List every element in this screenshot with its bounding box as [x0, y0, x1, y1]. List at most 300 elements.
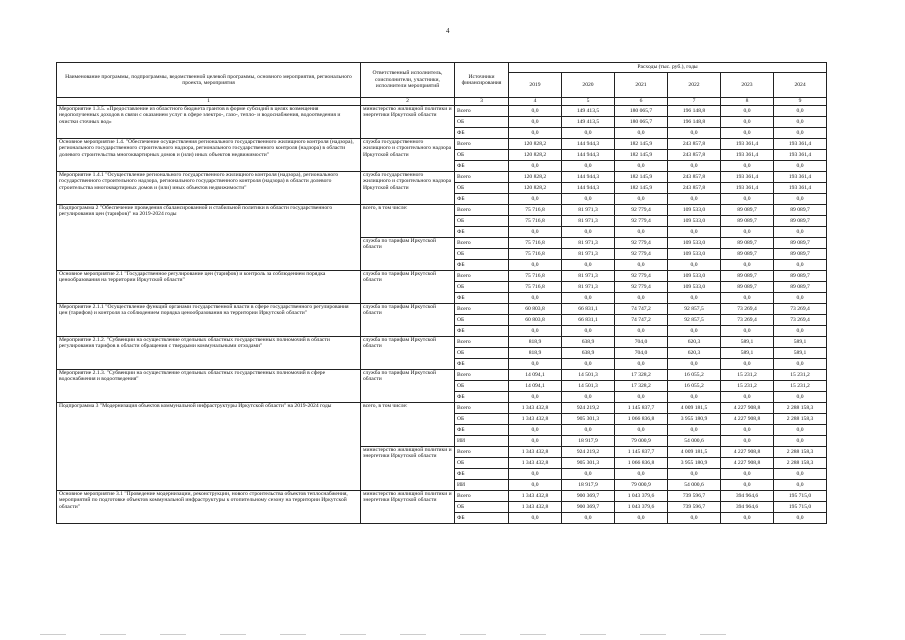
expense-value: 1 343 432,8	[509, 403, 562, 414]
expense-value: 193 361,4	[774, 150, 827, 161]
expense-value: 0,0	[615, 194, 668, 205]
funding-source: ФБ	[455, 161, 509, 172]
expense-value: 81 971,3	[562, 271, 615, 282]
expense-value: 0,0	[774, 480, 827, 491]
funding-source: ФБ	[455, 469, 509, 480]
expense-value: 0,0	[509, 106, 562, 117]
expense-value: 0,0	[562, 161, 615, 172]
table-row	[57, 271, 827, 282]
expense-value: 0,0	[562, 293, 615, 304]
expense-value: 193 361,4	[774, 183, 827, 194]
expense-value: 0,0	[774, 326, 827, 337]
expense-value: 73 269,4	[774, 304, 827, 315]
header-year: 2023	[721, 73, 774, 98]
expense-value: 0,0	[509, 513, 562, 524]
expense-value: 818,9	[509, 337, 562, 348]
expense-value: 0,0	[721, 480, 774, 491]
funding-source: ОБ	[455, 348, 509, 359]
expense-value: 193 361,4	[774, 172, 827, 183]
expense-value: 0,0	[721, 436, 774, 447]
expense-value: 589,1	[721, 337, 774, 348]
column-number: 1	[57, 98, 361, 106]
item-name: Основное мероприятие 2.1 "Государственное регулирование цен (тарифов) и контроль за соблюдением порядка ценообразования на территории Иркутской области"	[57, 271, 361, 304]
expense-value: 589,1	[774, 348, 827, 359]
item-name: Подпрограмма 2 "Обеспечение проведения сбалансированной и стабильной политики в области государственного регулирования цен (тарифов)" на 2019-2024 годы	[57, 205, 361, 271]
expense-value: 75 716,8	[509, 205, 562, 216]
funding-source: ФБ	[455, 260, 509, 271]
table-row	[57, 403, 827, 414]
expense-value: 1 145 837,7	[615, 403, 668, 414]
expense-value: 0,0	[615, 425, 668, 436]
funding-source: Всего	[455, 370, 509, 381]
expense-value: 1 343 432,8	[509, 414, 562, 425]
item-responsible: всего, в том числе:	[361, 205, 455, 238]
funding-source: ИИ	[455, 436, 509, 447]
funding-source: ОБ	[455, 381, 509, 392]
expense-value: 0,0	[774, 392, 827, 403]
expense-value: 2 288 158,3	[774, 447, 827, 458]
expense-value: 81 971,3	[562, 216, 615, 227]
expense-value: 0,0	[668, 293, 721, 304]
expense-value: 0,0	[668, 469, 721, 480]
expense-value: 0,0	[509, 293, 562, 304]
expense-value: 2 288 158,3	[774, 414, 827, 425]
table-row	[57, 337, 827, 348]
expense-value: 0,0	[774, 161, 827, 172]
expense-value: 704,0	[615, 348, 668, 359]
funding-source: ФБ	[455, 128, 509, 139]
expense-value: 0,0	[668, 161, 721, 172]
expense-value: 0,0	[509, 128, 562, 139]
expense-value: 0,0	[668, 513, 721, 524]
funding-source: Всего	[455, 304, 509, 315]
expense-value: 243 857,8	[668, 172, 721, 183]
expense-value: 0,0	[509, 227, 562, 238]
expense-value: 81 971,3	[562, 205, 615, 216]
expense-value: 0,0	[774, 194, 827, 205]
expense-value: 1 145 837,7	[615, 447, 668, 458]
expense-value: 149 413,5	[562, 106, 615, 117]
expense-value: 89 089,7	[774, 282, 827, 293]
item-responsible: всего, в том числе:	[361, 403, 455, 447]
expense-value: 0,0	[774, 117, 827, 128]
expense-value: 704,0	[615, 337, 668, 348]
expense-value: 0,0	[615, 293, 668, 304]
funding-source: Всего	[455, 139, 509, 150]
expense-value: 182 145,9	[615, 172, 668, 183]
expense-value: 0,0	[774, 106, 827, 117]
expense-value: 2 288 158,3	[774, 458, 827, 469]
funding-source: Всего	[455, 172, 509, 183]
expense-value: 75 716,8	[509, 282, 562, 293]
expense-value: 0,0	[721, 293, 774, 304]
expense-value: 60 803,8	[509, 304, 562, 315]
expense-value: 0,0	[668, 425, 721, 436]
expense-value: 66 831,1	[562, 304, 615, 315]
expense-value: 81 971,3	[562, 249, 615, 260]
header-source: Источники финансирования	[455, 63, 509, 98]
expense-value: 0,0	[668, 194, 721, 205]
expense-value: 0,0	[562, 326, 615, 337]
expense-value: 0,0	[509, 436, 562, 447]
expense-value: 193 361,4	[721, 183, 774, 194]
column-number: 4	[509, 98, 562, 106]
expense-value: 144 944,3	[562, 139, 615, 150]
expense-value: 0,0	[721, 106, 774, 117]
expense-value: 109 533,0	[668, 216, 721, 227]
expense-value: 905 301,3	[562, 414, 615, 425]
expense-value: 1 066 836,8	[615, 414, 668, 425]
expense-value: 0,0	[668, 260, 721, 271]
expense-value: 638,9	[562, 337, 615, 348]
expense-value: 0,0	[668, 326, 721, 337]
expense-value: 0,0	[562, 227, 615, 238]
expense-value: 0,0	[668, 227, 721, 238]
expense-value: 0,0	[721, 469, 774, 480]
funding-source: Всего	[455, 238, 509, 249]
expense-value: 900 369,7	[562, 502, 615, 513]
expense-value: 905 301,3	[562, 458, 615, 469]
expense-value: 109 533,0	[668, 249, 721, 260]
page-number: 4	[446, 27, 450, 35]
expense-value: 394 964,6	[721, 502, 774, 513]
expense-value: 924 219,2	[562, 447, 615, 458]
expense-value: 74 747,2	[615, 304, 668, 315]
expense-value: 120 828,2	[509, 172, 562, 183]
expense-value: 0,0	[615, 513, 668, 524]
expense-value: 92 779,4	[615, 282, 668, 293]
expense-value: 14 094,1	[509, 370, 562, 381]
expense-value: 81 971,3	[562, 238, 615, 249]
expense-value: 92 779,4	[615, 238, 668, 249]
expense-value: 75 716,8	[509, 238, 562, 249]
expense-value: 0,0	[721, 194, 774, 205]
expense-value: 149 413,5	[562, 117, 615, 128]
expense-value: 3 955 180,9	[668, 414, 721, 425]
expense-value: 81 971,3	[562, 282, 615, 293]
expense-value: 14 501,3	[562, 381, 615, 392]
funding-source: ОБ	[455, 502, 509, 513]
expense-value: 0,0	[668, 128, 721, 139]
funding-source: ФБ	[455, 425, 509, 436]
expense-value: 193 361,4	[721, 139, 774, 150]
funding-source: ФБ	[455, 392, 509, 403]
header-year: 2024	[774, 73, 827, 98]
expense-value: 14 501,3	[562, 370, 615, 381]
scan-artifact-line	[40, 634, 740, 635]
expense-value: 0,0	[615, 326, 668, 337]
expense-value: 0,0	[774, 513, 827, 524]
expense-value: 638,9	[562, 348, 615, 359]
expense-value: 0,0	[562, 260, 615, 271]
expense-value: 739 596,7	[668, 502, 721, 513]
header-responsible: Ответственный исполнитель, соисполнители, участники, исполнители мероприятий	[361, 63, 455, 98]
expense-value: 92 779,4	[615, 205, 668, 216]
column-number: 6	[615, 98, 668, 106]
expense-value: 193 361,4	[721, 172, 774, 183]
header-expenses: Расходы (тыс. руб.), годы	[509, 63, 827, 73]
expense-value: 120 828,2	[509, 139, 562, 150]
expense-value: 120 828,2	[509, 150, 562, 161]
expense-value: 193 361,4	[721, 150, 774, 161]
expense-value: 75 716,8	[509, 249, 562, 260]
funding-source: Всего	[455, 205, 509, 216]
expense-value: 73 269,4	[774, 315, 827, 326]
table-body	[57, 106, 827, 524]
item-responsible: министерство жилищной политики и энергетики Иркутской области	[361, 106, 455, 139]
expense-value: 4 227 908,8	[721, 403, 774, 414]
expense-value: 0,0	[615, 227, 668, 238]
expense-value: 0,0	[509, 469, 562, 480]
expense-value: 0,0	[509, 392, 562, 403]
expense-value: 89 089,7	[721, 205, 774, 216]
expense-value: 0,0	[509, 161, 562, 172]
expense-value: 54 000,6	[668, 436, 721, 447]
funding-source: ФБ	[455, 293, 509, 304]
header-year: 2021	[615, 73, 668, 98]
expense-value: 75 716,8	[509, 271, 562, 282]
expense-value: 109 533,0	[668, 205, 721, 216]
column-number: 9	[774, 98, 827, 106]
funding-source: ОБ	[455, 249, 509, 260]
expense-value: 92 857,5	[668, 304, 721, 315]
expense-value: 0,0	[562, 392, 615, 403]
expense-value: 15 231,2	[774, 381, 827, 392]
table-row	[57, 172, 827, 183]
expense-value: 75 716,8	[509, 216, 562, 227]
expense-value: 182 145,9	[615, 183, 668, 194]
expense-value: 195 715,0	[774, 502, 827, 513]
expense-value: 0,0	[721, 128, 774, 139]
expense-value: 0,0	[774, 359, 827, 370]
expense-value: 18 917,9	[562, 436, 615, 447]
expense-value: 180 065,7	[615, 117, 668, 128]
expense-value: 1 343 432,8	[509, 458, 562, 469]
expense-value: 0,0	[774, 425, 827, 436]
item-name: Мероприятие 2.1.3. "Субвенции на осуществление отдельных областных государственных полномочий в сфере водоснабжения и водоотведения"	[57, 370, 361, 403]
expense-value: 144 944,3	[562, 150, 615, 161]
expense-value: 1 343 432,8	[509, 447, 562, 458]
expense-value: 4 009 181,5	[668, 447, 721, 458]
expense-value: 900 369,7	[562, 491, 615, 502]
funding-source: Всего	[455, 403, 509, 414]
expense-value: 15 231,2	[774, 370, 827, 381]
expense-value: 89 089,7	[774, 216, 827, 227]
item-name: Мероприятие 2.1.2. "Субвенции на осуществление отдельных областных государственных полномочий в области регулирования тарифов в области обращения с твердыми коммунальными отходами"	[57, 337, 361, 370]
expense-value: 0,0	[562, 128, 615, 139]
funding-source: Всего	[455, 337, 509, 348]
expense-value: 739 596,7	[668, 491, 721, 502]
expense-value: 92 779,4	[615, 216, 668, 227]
table-row	[57, 304, 827, 315]
expense-value: 89 089,7	[774, 249, 827, 260]
expense-value: 394 964,6	[721, 491, 774, 502]
funding-source: ФБ	[455, 326, 509, 337]
expense-value: 89 089,7	[774, 238, 827, 249]
expense-value: 0,0	[721, 227, 774, 238]
expense-value: 89 089,7	[721, 271, 774, 282]
item-responsible: служба по тарифам Иркутской области	[361, 370, 455, 403]
header-year: 2022	[668, 73, 721, 98]
expense-value: 182 145,9	[615, 150, 668, 161]
expense-value: 14 094,1	[509, 381, 562, 392]
item-name: Мероприятие 1.4.1 "Осуществление регионального государственного жилищного контроля (надзора), регионального государственного строительного надзора, регионального государственного контроля (надзора) в области долевого строительства многоквартирных домов и (или) иных объектов недвижимости"	[57, 172, 361, 205]
expense-value: 4 227 908,8	[721, 447, 774, 458]
funding-source: Всего	[455, 106, 509, 117]
expense-value: 1 343 432,8	[509, 491, 562, 502]
expense-value: 1 343 432,8	[509, 502, 562, 513]
expense-value: 89 089,7	[721, 216, 774, 227]
table-row	[57, 370, 827, 381]
expense-value: 243 857,8	[668, 139, 721, 150]
table-row	[57, 205, 827, 216]
expense-value: 89 089,7	[774, 205, 827, 216]
funding-source: Всего	[455, 271, 509, 282]
funding-source: ИИ	[455, 480, 509, 491]
expense-value: 0,0	[721, 161, 774, 172]
expense-value: 0,0	[509, 480, 562, 491]
funding-source: ФБ	[455, 227, 509, 238]
expense-value: 0,0	[615, 260, 668, 271]
expense-value: 0,0	[562, 425, 615, 436]
expense-value: 182 145,9	[615, 139, 668, 150]
funding-source: ОБ	[455, 117, 509, 128]
column-number: 5	[562, 98, 615, 106]
header-name: Наименование программы, подпрограммы, ведомственной целевой программы, основного мероприятия, регионального проекта, мероприятия	[57, 63, 361, 98]
expense-value: 243 857,8	[668, 183, 721, 194]
expense-value: 0,0	[509, 260, 562, 271]
expense-value: 89 089,7	[721, 238, 774, 249]
funding-source: ФБ	[455, 194, 509, 205]
expense-value: 1 043 379,6	[615, 491, 668, 502]
table-row	[57, 491, 827, 502]
expense-value: 2 288 158,3	[774, 403, 827, 414]
funding-source: ОБ	[455, 315, 509, 326]
expense-value: 0,0	[721, 260, 774, 271]
item-responsible: служба по тарифам Иркутской области	[361, 271, 455, 304]
expense-value: 0,0	[774, 128, 827, 139]
expense-value: 109 533,0	[668, 282, 721, 293]
expense-value: 92 779,4	[615, 249, 668, 260]
expense-value: 818,9	[509, 348, 562, 359]
expense-value: 74 747,2	[615, 315, 668, 326]
budget-table	[56, 62, 827, 524]
expense-value: 17 328,2	[615, 370, 668, 381]
expense-value: 1 066 836,8	[615, 458, 668, 469]
expense-value: 92 857,5	[668, 315, 721, 326]
expense-value: 73 269,4	[721, 304, 774, 315]
expense-value: 0,0	[615, 392, 668, 403]
expense-value: 0,0	[509, 194, 562, 205]
expense-value: 0,0	[562, 513, 615, 524]
expense-value: 15 231,2	[721, 370, 774, 381]
expense-value: 195 715,0	[774, 491, 827, 502]
expense-value: 0,0	[774, 260, 827, 271]
column-number: 2	[361, 98, 455, 106]
expense-value: 0,0	[721, 359, 774, 370]
expense-value: 0,0	[721, 513, 774, 524]
expense-value: 89 089,7	[774, 271, 827, 282]
expense-value: 109 533,0	[668, 238, 721, 249]
item-name: Основное мероприятие 3.1 "Проведение модернизации, реконструкции, нового строительства объектов теплоснабжения, мероприятий по подготовке объектов коммунальной инфраструктуры к отопительному сезону на территории Иркутской области"	[57, 491, 361, 524]
column-number: 8	[721, 98, 774, 106]
expense-value: 79 000,9	[615, 480, 668, 491]
expense-value: 620,3	[668, 348, 721, 359]
expense-value: 144 944,3	[562, 183, 615, 194]
expense-value: 0,0	[721, 425, 774, 436]
expense-value: 193 361,4	[774, 139, 827, 150]
expense-value: 15 231,2	[721, 381, 774, 392]
expense-value: 0,0	[721, 326, 774, 337]
expense-value: 0,0	[774, 436, 827, 447]
expense-value: 196 148,8	[668, 106, 721, 117]
expense-value: 120 828,2	[509, 183, 562, 194]
funding-source: ОБ	[455, 216, 509, 227]
item-name: Мероприятие 2.1.1 "Осуществление функций органами государственной власти в сфере государственного регулирования цен (тарифов) и контроля за соблюдением порядка ценообразования на территории Иркутской области"	[57, 304, 361, 337]
item-responsible: служба по тарифам Иркутской области	[361, 304, 455, 337]
header-year: 2019	[509, 73, 562, 98]
item-name: Основное мероприятие 1.4. "Обеспечение осуществления регионального государственного жилищного контроля (надзора), регионального государственного строительного надзора, регионального государственного контроля (надзора) в области долевого строительства многоквартирных домов и (или) иных объектов недвижимости"	[57, 139, 361, 172]
funding-source: ФБ	[455, 359, 509, 370]
expense-value: 0,0	[774, 227, 827, 238]
expense-value: 0,0	[562, 359, 615, 370]
expense-value: 0,0	[509, 359, 562, 370]
expense-value: 180 065,7	[615, 106, 668, 117]
funding-source: ОБ	[455, 282, 509, 293]
expense-value: 0,0	[562, 194, 615, 205]
expense-value: 89 089,7	[721, 249, 774, 260]
expense-value: 589,1	[721, 348, 774, 359]
funding-source: Всего	[455, 447, 509, 458]
table-row	[57, 139, 827, 150]
expense-value: 17 328,2	[615, 381, 668, 392]
expense-value: 0,0	[721, 117, 774, 128]
expense-value: 79 000,9	[615, 436, 668, 447]
expense-value: 0,0	[774, 469, 827, 480]
expense-value: 0,0	[509, 425, 562, 436]
expense-value: 92 779,4	[615, 271, 668, 282]
expense-value: 0,0	[509, 117, 562, 128]
expense-value: 620,3	[668, 337, 721, 348]
expense-value: 109 533,0	[668, 271, 721, 282]
expense-value: 0,0	[615, 359, 668, 370]
expense-value: 0,0	[774, 293, 827, 304]
expense-value: 3 955 180,9	[668, 458, 721, 469]
expense-value: 66 831,1	[562, 315, 615, 326]
funding-source: Всего	[455, 491, 509, 502]
table-row	[57, 106, 827, 117]
expense-value: 0,0	[668, 359, 721, 370]
header-year: 2020	[562, 73, 615, 98]
expense-value: 589,1	[774, 337, 827, 348]
expense-value: 243 857,8	[668, 150, 721, 161]
item-responsible: служба по тарифам Иркутской области	[361, 238, 455, 271]
expense-value: 924 219,2	[562, 403, 615, 414]
expense-value: 4 009 181,5	[668, 403, 721, 414]
expense-value: 0,0	[668, 392, 721, 403]
item-responsible: служба государственного жилищного и строительного надзора Иркутской области	[361, 172, 455, 205]
expense-value: 0,0	[509, 326, 562, 337]
funding-source: ФБ	[455, 513, 509, 524]
item-responsible: служба по тарифам Иркутской области	[361, 337, 455, 370]
expense-value: 4 227 908,8	[721, 458, 774, 469]
item-responsible: министерство жилищной политики и энергетики Иркутской области	[361, 447, 455, 491]
expense-value: 4 227 908,8	[721, 414, 774, 425]
expense-value: 0,0	[562, 469, 615, 480]
funding-source: ОБ	[455, 183, 509, 194]
funding-source: ОБ	[455, 458, 509, 469]
expense-value: 1 043 379,6	[615, 502, 668, 513]
